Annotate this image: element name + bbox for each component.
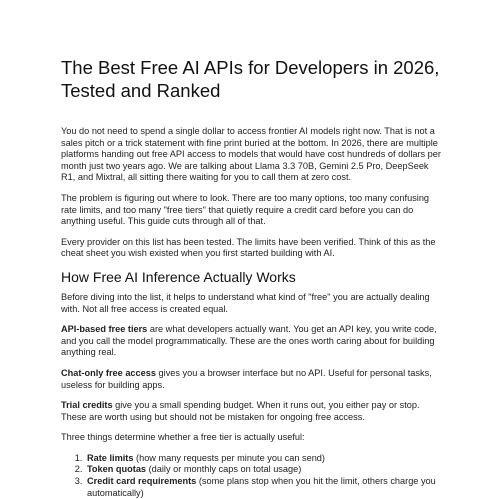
intro-paragraph-1: You do not need to spend a single dollar to access frontier AI models right now. That is not a sales pitch or a trick statement with fine print buried at the bottom. In 2026, there are multiple platforms handing out free API access to models that would have cost hundreds of dollars per month just two years ago. We are talking about Llama 3.3 70B, Gemini 2.5 Pro, DeepSeek R1, and Mixtral, all sitting there waiting for you to call them at zero cost. [61, 126, 441, 183]
definition-term: API-based free tiers [61, 324, 148, 335]
list-item [85, 476, 441, 499]
list-intro-paragraph: Three things determine whether a free tier is actually useful: [61, 432, 305, 443]
intro-paragraph-3: Every provider on this list has been tested. The limits have been verified. Think of this as the cheat sheet you wish existed when you first started building with AI. [61, 236, 436, 259]
list-item [85, 464, 441, 476]
list-item-text: (how many requests per minute you can send) [133, 452, 325, 463]
list-item-term: Token quotas [87, 464, 147, 475]
section-heading: How Free AI Inference Actually Works [61, 268, 296, 285]
list-item-term: Credit card requirements [87, 476, 197, 487]
article-title: The Best Free AI APIs for Developers in 2026, Tested and Ranked [61, 57, 440, 101]
definition-text: gives you a browser interface but no API. Useful for personal tasks, useless for building apps. [61, 367, 432, 390]
definition-chat-only [61, 368, 441, 391]
definition-term: Chat-only free access [61, 367, 156, 378]
definition-text: give you a small spending budget. When it runs out, you either pay or stop. These are worth using but should not be mistaken for ongoing free access. [61, 400, 420, 422]
list-item [85, 453, 441, 465]
definition-term: Trial credits [61, 400, 113, 411]
list-item-term: Rate limits [87, 452, 134, 463]
definition-text: are what developers actually want. You get an API key, you write code, and you call the model programmatically. These are the ones worth caring about for building anything real. [61, 324, 437, 358]
list-item-text: (daily or monthly caps on total usage) [146, 464, 302, 475]
definition-trial-credits [61, 400, 441, 423]
list-item-text: (some plans stop when you hit the limit, others charge you automatically) [87, 476, 436, 498]
section-intro-paragraph: Before diving into the list, it helps to understand what kind of "free" you are actually dealing with. Not all free access is created equal. [61, 291, 430, 314]
definition-api-based [61, 324, 441, 359]
criteria-list [61, 453, 441, 499]
intro-paragraph-2: The problem is figuring out where to look. There are too many options, too many confusing rate limits, and too many "free tiers" that quietly require a credit card before you can do anything useful. This guide cuts through all of that. [61, 192, 430, 227]
